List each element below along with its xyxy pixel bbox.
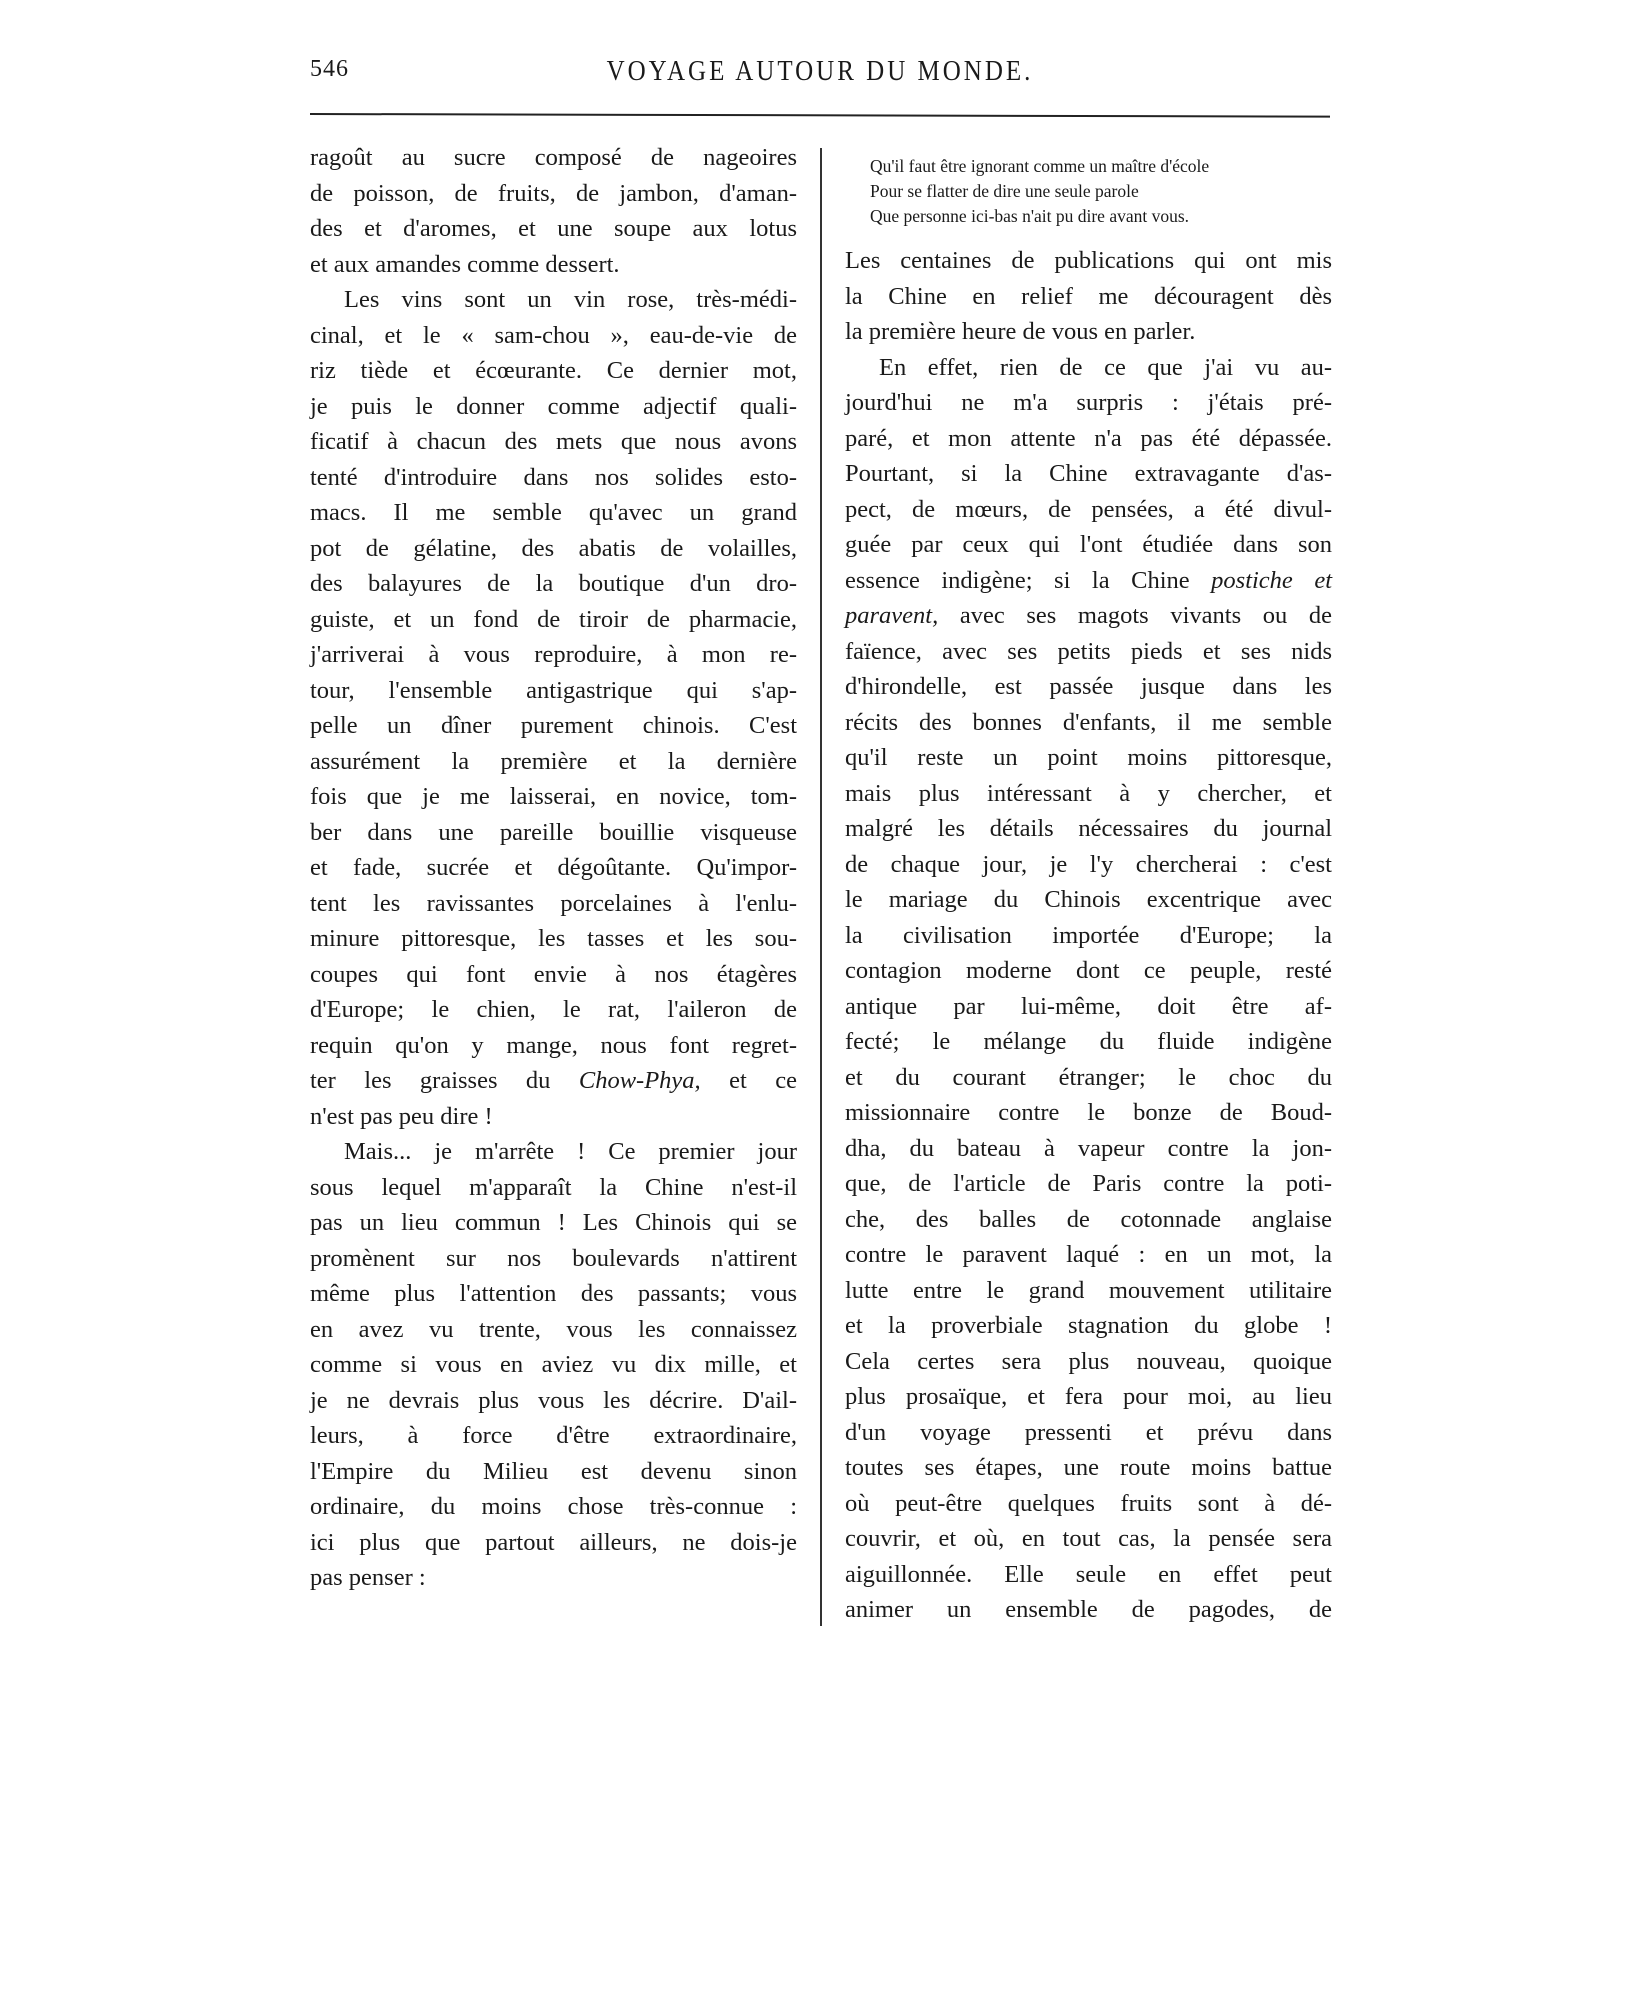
running-title <box>0 55 1630 87</box>
text-line <box>845 598 1332 634</box>
text-line: des balayures de la boutique d'un dro- <box>310 570 797 597</box>
text-line: la première heure de vous en parler. <box>845 318 1196 345</box>
text-line: que, de l'article de Paris contre la poti- <box>845 1170 1332 1197</box>
text-line: jourd'hui ne m'a surpris : j'étais pré- <box>845 389 1332 416</box>
verse-line: Que personne ici-bas n'ait pu dire avant vous. <box>870 206 1190 226</box>
text-line: de poisson, de fruits, de jambon, d'aman- <box>310 179 797 207</box>
running-title-text: VOYAGE AUTOUR DU MONDE. <box>606 55 1034 87</box>
text-line: n'est pas peu dire ! <box>310 1102 493 1130</box>
text-line: je ne devrais plus vous les décrire. D'ail- <box>310 1386 797 1414</box>
text-line: Cela certes sera plus nouveau, quoique <box>845 1347 1332 1375</box>
verse-line: Pour se flatter de dire une seule parole <box>870 181 1139 201</box>
text-line: coupes qui font envie à nos étagères <box>310 960 797 988</box>
text-line: leurs, à force d'être extraordinaire, <box>310 1422 797 1449</box>
text-line: dha, du bateau à vapeur contre la jon- <box>845 1134 1332 1162</box>
text-line: guiste, et un fond de tiroir de pharmacie, <box>310 605 797 633</box>
text-line: pas un lieu commun ! Les Chinois qui se <box>310 1209 797 1236</box>
text-line: che, des balles de cotonnade anglaise <box>845 1205 1332 1233</box>
text-line: et la proverbiale stagnation du globe ! <box>845 1312 1332 1339</box>
text-line: missionnaire contre le bonze de Boud- <box>845 1099 1332 1126</box>
text-line: contre le paravent laqué : en un mot, la <box>845 1241 1332 1268</box>
text-line: la civilisation importée d'Europe; la <box>845 921 1332 949</box>
text-line: tent les ravissantes porcelaines à l'enlu- <box>310 889 797 917</box>
text-segment: et ce <box>700 1067 797 1094</box>
text-line: et aux amandes comme dessert. <box>310 250 620 278</box>
text-line <box>845 563 1332 599</box>
column-divider <box>820 148 822 1626</box>
right-column <box>845 243 1332 1628</box>
text-line: le mariage du Chinois excentrique avec <box>845 886 1332 913</box>
text-line: et fade, sucrée et dégoûtante. Qu'impor- <box>310 854 797 881</box>
left-column <box>310 140 797 1596</box>
text-line: des et d'aromes, et une soupe aux lotus <box>310 215 797 242</box>
text-line: toutes ses étapes, une route moins battue <box>845 1454 1332 1481</box>
text-line: guée par ceux qui l'ont étudiée dans son <box>845 531 1332 558</box>
text-line: où peut-être quelques fruits sont à dé- <box>845 1489 1332 1517</box>
text-line: minure pittoresque, les tasses et les sou- <box>310 925 797 952</box>
text-line: pas penser : <box>310 1564 426 1591</box>
text-line: requin qu'on y mange, nous font regret- <box>310 1031 797 1059</box>
italic-text: Chow-Phya, <box>578 1067 701 1094</box>
verse-line: Qu'il faut être ignorant comme un maître d'école <box>870 156 1210 176</box>
text-line: de chaque jour, je l'y chercherai : c'est <box>845 850 1332 878</box>
text-line: cinal, et le « sam-chou », eau-de-vie de <box>310 321 797 349</box>
text-line: lutte entre le grand mouvement utilitaire <box>845 1276 1332 1304</box>
text-line: fois que je me laisserai, en novice, tom- <box>310 783 797 810</box>
text-line: tour, l'ensemble antigastrique qui s'ap- <box>310 676 797 704</box>
text-line: couvrir, et où, en tout cas, la pensée sera <box>845 1525 1332 1552</box>
text-line: sous lequel m'apparaît la Chine n'est-il <box>310 1173 797 1201</box>
text-line: pect, de mœurs, de pensées, a été divul- <box>845 495 1332 523</box>
text-segment: avec ses magots vivants ou de <box>938 602 1332 629</box>
text-line: Les centaines de publications qui ont mis <box>845 247 1332 274</box>
text-line: tenté d'introduire dans nos solides esto- <box>310 463 797 491</box>
verse-quotation <box>870 154 1209 229</box>
text-line: récits des bonnes d'enfants, il me semble <box>845 708 1332 736</box>
text-segment: ter les graisses du <box>310 1067 579 1094</box>
text-line: pelle un dîner purement chinois. C'est <box>310 712 797 739</box>
text-line: macs. Il me semble qu'avec un grand <box>310 499 797 526</box>
text-line: aiguillonnée. Elle seule en effet peut <box>845 1560 1332 1588</box>
text-line: paré, et mon attente n'a pas été dépassée. <box>845 424 1332 452</box>
text-line <box>310 1063 797 1099</box>
text-line: l'Empire du Milieu est devenu sinon <box>310 1457 797 1485</box>
text-line: contagion moderne dont ce peuple, resté <box>845 957 1332 984</box>
text-line: Pourtant, si la Chine extravagante d'as- <box>845 460 1332 487</box>
text-line: Mais... je m'arrête ! Ce premier jour <box>344 1138 797 1165</box>
text-line: je puis le donner comme adjectif quali- <box>310 392 797 420</box>
text-line: et du courant étranger; le choc du <box>845 1063 1332 1091</box>
text-line: même plus l'attention des passants; vous <box>310 1280 797 1307</box>
text-line: d'Europe; le chien, le rat, l'aileron de <box>310 996 797 1023</box>
text-line: riz tiède et écœurante. Ce dernier mot, <box>310 357 797 384</box>
text-line: fecté; le mélange du fluide indigène <box>845 1028 1332 1055</box>
text-line: malgré les détails nécessaires du journal <box>845 815 1332 842</box>
italic-text: postiche et <box>1211 566 1333 594</box>
text-line: la Chine en relief me découragent dès <box>845 282 1332 310</box>
text-line: faïence, avec ses petits pieds et ses nids <box>845 637 1332 665</box>
text-line: qu'il reste un point moins pittoresque, <box>845 744 1332 771</box>
text-line: ficatif à chacun des mets que nous avons <box>310 428 797 455</box>
text-line: j'arriverai à vous reproduire, à mon re- <box>310 641 797 668</box>
text-segment: essence indigène; si la Chine <box>845 566 1212 594</box>
text-line: ici plus que partout ailleurs, ne dois-je <box>310 1528 797 1556</box>
text-line: assurément la première et la dernière <box>310 747 797 775</box>
text-line: antique par lui-même, doit être af- <box>845 992 1332 1020</box>
text-line: d'hirondelle, est passée jusque dans les <box>845 673 1332 700</box>
italic-text: paravent, <box>845 602 939 629</box>
text-line: animer un ensemble de pagodes, de <box>845 1596 1332 1623</box>
page-number: 546 <box>310 56 349 82</box>
text-line: ber dans une pareille bouillie visqueuse <box>310 818 797 846</box>
text-line: en avez vu trente, vous les connaissez <box>310 1315 797 1343</box>
text-line: pot de gélatine, des abatis de volailles, <box>310 534 797 562</box>
text-line: comme si vous en aviez vu dix mille, et <box>310 1351 797 1378</box>
text-line: plus prosaïque, et fera pour moi, au lieu <box>845 1383 1332 1410</box>
text-line: d'un voyage pressenti et prévu dans <box>845 1418 1332 1446</box>
text-line: En effet, rien de ce que j'ai vu au- <box>879 353 1332 381</box>
header-rule <box>310 113 1330 118</box>
text-line: mais plus intéressant à y chercher, et <box>845 779 1332 807</box>
text-line: ragoût au sucre composé de nageoires <box>310 144 797 171</box>
text-line: ordinaire, du moins chose très-connue : <box>310 1493 797 1520</box>
text-line: promènent sur nos boulevards n'attirent <box>310 1244 797 1272</box>
text-line: Les vins sont un vin rose, très-médi- <box>344 286 797 313</box>
